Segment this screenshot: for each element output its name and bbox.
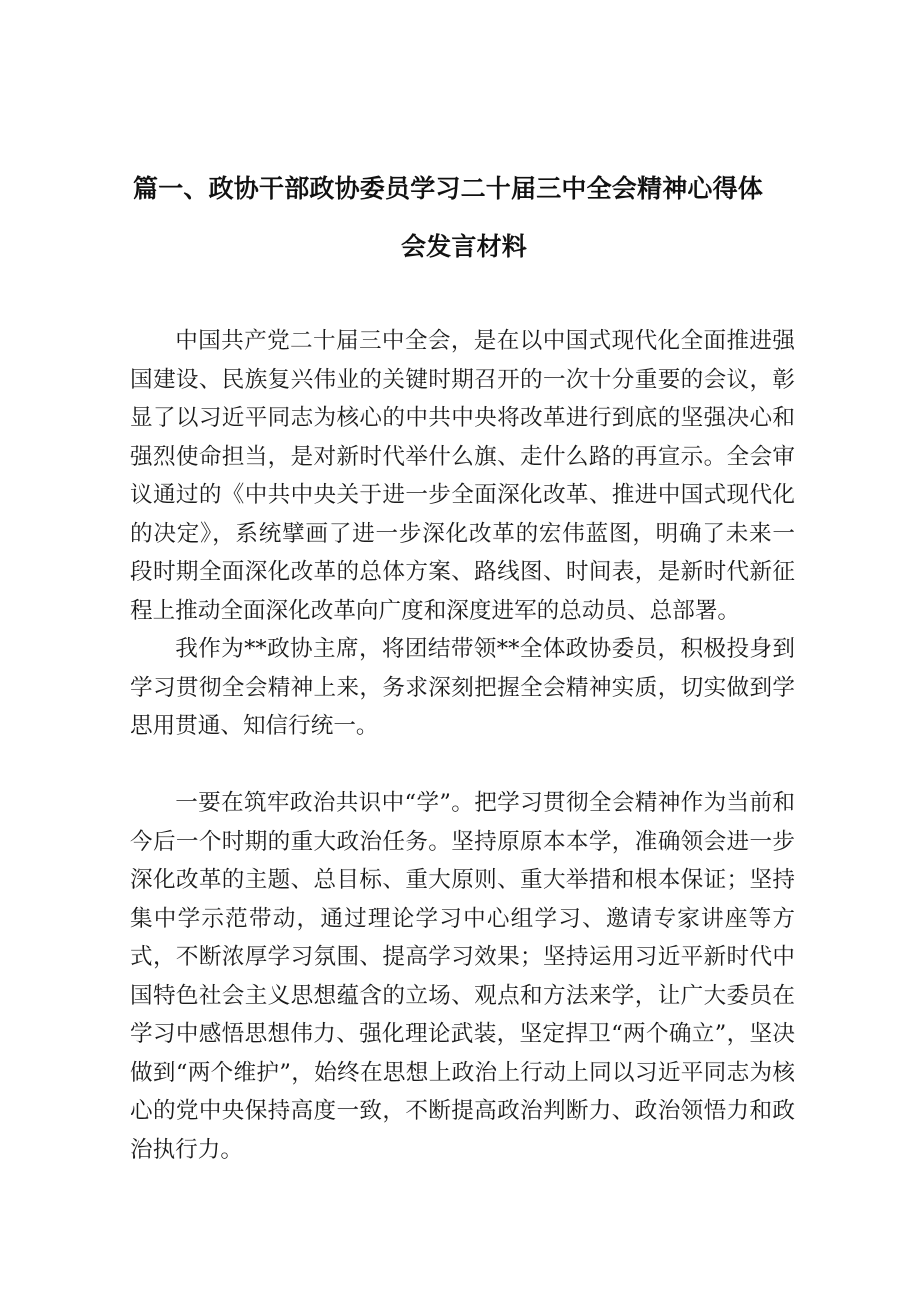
paragraph-commitment: 我作为**政协主席，将团结带领**全体政协委员，积极投身到学习贯彻全会精神上来，务求深刻把握全会精神实质，切实做到学思用贯通、知信行统一。 — [130, 636, 795, 739]
paragraph-study: 一要在筑牢政治共识中“学”。把学习贯彻全会精神作为当前和今后一个时期的重大政治任务。坚持原原本本学，准确领会进一步深化改革的主题、总目标、重大原则、重大举措和根本保证；坚持集中学示范带动，通过理论学习中心组学习、邀请专家讲座等方式，不断浓厚学习氛围、提高学习效果；坚持运用习近平新时代中国特色社会主义思想蕴含的立场、观点和方法来学，让广大委员在学习中感悟思想伟力、强化理论武装，坚定捍卫“两个确立”，坚决做到“两个维护”，始终在思想上政治上行动上同以习近平同志为核心的党中央保持高度一致，不断提高政治判断力、政治领悟力和政治执行力。 — [130, 790, 795, 1163]
paragraph-intro: 中国共产党二十届三中全会，是在以中国式现代化全面推进强国建设、民族复兴伟业的关键时期召开的一次十分重要的会议，彰显了以习近平同志为核心的中共中央将改革进行到底的坚强决心和强烈使命担当，是对新时代举什么旗、走什么路的再宣示。全会审议通过的《中共中央关于进一步全面深化改革、推进中国式现代化的决定》，系统擘画了进一步深化改革的宏伟蓝图，明确了未来一段时期全面深化改革的总体方案、路线图、时间表，是新时代新征程上推动全面深化改革向广度和深度进军的总动员、总部署。 — [130, 328, 795, 624]
document-title-line1: 篇一、政协干部政协委员学习二十届三中全会精神心得体 — [133, 174, 764, 203]
document-title-line2: 会发言材料 — [400, 232, 527, 261]
